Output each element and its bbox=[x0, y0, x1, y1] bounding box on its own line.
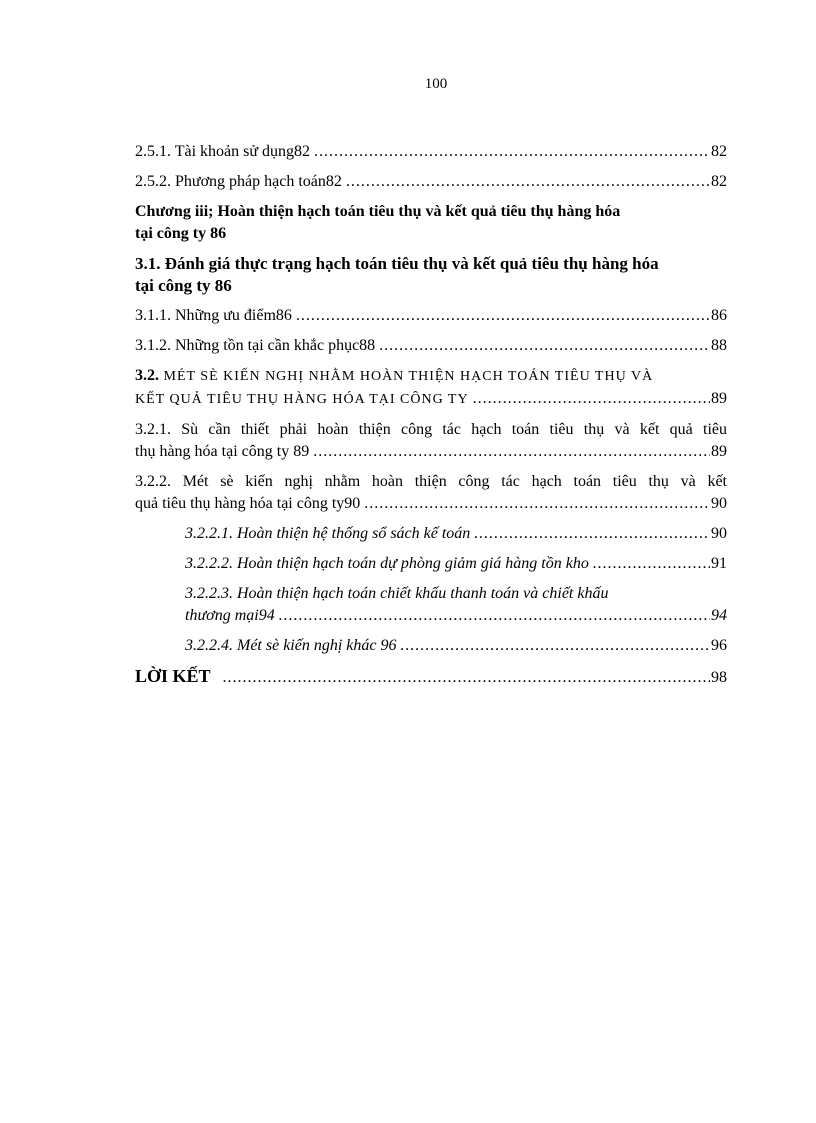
toc-entry-text-line-2: tại công ty 86 bbox=[135, 225, 227, 242]
toc-entry-text-line-2: quả tiêu thụ hàng hóa tại công ty90 bbox=[135, 495, 361, 512]
toc-entry-text: 3.1.2. Những tồn tại cần khắc phục88 bbox=[135, 337, 376, 354]
toc-page-number: 82 bbox=[711, 173, 727, 190]
toc-page-number: 94 bbox=[711, 607, 727, 624]
dot-leader bbox=[379, 335, 710, 357]
dot-leader bbox=[346, 171, 710, 193]
toc-entry-text-line-2: thương mại94 bbox=[185, 607, 275, 624]
toc-entry-text: 3.2.2.1. Hoàn thiện hệ thống sổ sách kế toán bbox=[185, 525, 471, 542]
toc-page-number: 89 bbox=[711, 390, 727, 407]
toc-entry-text-line-2: KẾT QUẢ TIÊU THỤ HÀNG HÓA TẠI CÔNG TY bbox=[135, 392, 469, 407]
toc-entry-text-line-1: 3.2.2.3. Hoàn thiện hạch toán chiết khấu thanh toán và chiết khấu bbox=[185, 585, 609, 602]
dot-leader bbox=[401, 635, 711, 657]
dot-leader bbox=[296, 305, 710, 327]
toc-page-number: 96 bbox=[711, 637, 727, 654]
toc-entry-text-line-1: Chương iii; Hoàn thiện hạch toán tiêu thụ và kết quả tiêu thụ hàng hóa bbox=[135, 203, 621, 220]
toc-entry-text-line-1: 3.2.1. Sù cần thiết phải hoàn thiện công tác hạch toán tiêu thụ và kết quả tiêu bbox=[135, 421, 727, 438]
toc-entry-text-line-1: 3.1. Đánh giá thực trạng hạch toán tiêu thụ và kết quả tiêu thụ hàng hóa bbox=[135, 254, 659, 273]
toc-entry-3-2-2-1[interactable] bbox=[135, 523, 727, 545]
toc-entry-text-line-2: tại công ty 86 bbox=[135, 276, 232, 295]
dot-leader bbox=[593, 553, 710, 575]
toc-entry-text: 3.2.2.4. Mét sè kiến nghị khác 96 bbox=[185, 637, 397, 654]
toc-entry-text: 2.5.1. Tài khoản sử dụng82 bbox=[135, 143, 311, 160]
dot-leader bbox=[474, 523, 710, 545]
toc-page-number: 90 bbox=[711, 525, 727, 542]
toc-page-number: 90 bbox=[711, 495, 727, 512]
toc-entry-3-2[interactable] bbox=[135, 365, 727, 411]
dot-leader bbox=[473, 388, 710, 410]
toc-entry-3-2-1[interactable] bbox=[135, 419, 727, 463]
toc-entry-text-line-2: thụ hàng hóa tại công ty 89 bbox=[135, 443, 310, 460]
toc-entry-number: 3.2. bbox=[135, 367, 159, 384]
toc-page-number: 86 bbox=[711, 307, 727, 324]
toc-entry-3-2-2-2[interactable] bbox=[135, 553, 727, 575]
page-number: 100 bbox=[424, 76, 448, 92]
table-of-contents bbox=[135, 141, 727, 697]
toc-entry-2-5-1[interactable] bbox=[135, 141, 727, 163]
toc-entry-3-2-2-4[interactable] bbox=[135, 635, 727, 657]
toc-page-number: 82 bbox=[711, 143, 727, 160]
dot-leader bbox=[279, 605, 710, 627]
toc-entry-conclusion[interactable] bbox=[135, 665, 727, 689]
toc-entry-text-line-1: 3.2.2. Mét sè kiến nghị nhằm hoàn thiện công tác hạch toán tiêu thụ và kết bbox=[135, 473, 727, 490]
toc-page-number: 88 bbox=[711, 337, 727, 354]
dot-leader bbox=[314, 141, 710, 163]
toc-entry-text: 3.1.1. Những ưu điểm86 bbox=[135, 307, 292, 324]
toc-page-number: 98 bbox=[711, 669, 727, 686]
toc-page-number: 91 bbox=[711, 555, 727, 572]
toc-entry-3-1-1[interactable] bbox=[135, 305, 727, 327]
toc-entry-text: LỜI KẾT bbox=[135, 666, 211, 686]
toc-entry-3-2-2-3[interactable] bbox=[135, 583, 727, 627]
toc-page-number: 89 bbox=[711, 443, 727, 460]
dot-leader bbox=[313, 441, 710, 463]
toc-entry-3-1-2[interactable] bbox=[135, 335, 727, 357]
dot-leader bbox=[223, 667, 710, 689]
toc-entry-2-5-2[interactable] bbox=[135, 171, 727, 193]
toc-entry-chapter-3[interactable] bbox=[135, 201, 727, 245]
toc-entry-3-1[interactable] bbox=[135, 253, 727, 297]
toc-entry-text: 2.5.2. Phương pháp hạch toán82 bbox=[135, 173, 342, 190]
toc-entry-3-2-2[interactable] bbox=[135, 471, 727, 515]
toc-entry-text-line-1: MÉT SÈ KIẾN NGHỊ NHẰM HOÀN THIỆN HẠCH TOÁN TIÊU THỤ VÀ bbox=[159, 369, 654, 384]
dot-leader bbox=[364, 493, 710, 515]
toc-entry-text: 3.2.2.2. Hoàn thiện hạch toán dự phòng giảm giá hàng tồn kho bbox=[185, 555, 589, 572]
